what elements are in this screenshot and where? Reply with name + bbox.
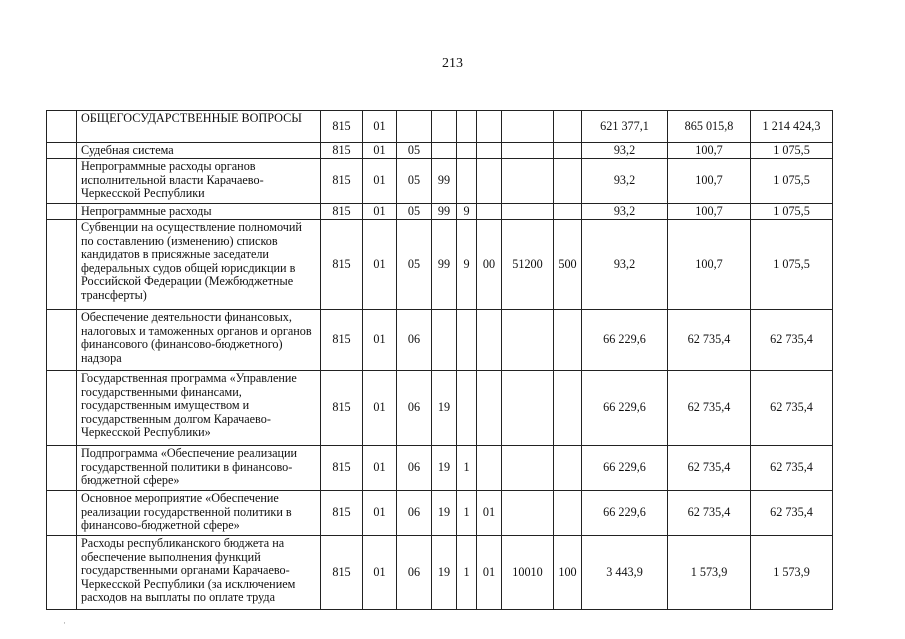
row-marker-cell xyxy=(47,446,77,491)
subsection-code: 06 xyxy=(397,536,432,610)
ved-code: 815 xyxy=(321,536,363,610)
target-subprogram-code: 1 xyxy=(457,491,477,536)
amount-year-3: 62 735,4 xyxy=(751,491,833,536)
target-direction-code xyxy=(502,111,554,143)
expense-type-code xyxy=(554,159,582,204)
row-marker-cell xyxy=(47,143,77,159)
row-name: Подпрограмма «Обеспечение реализации государственной политики в финансово-бюджетной сфере» xyxy=(77,446,321,491)
scan-speck: · xyxy=(63,618,66,628)
target-direction-code xyxy=(502,371,554,446)
subsection-code: 05 xyxy=(397,143,432,159)
section-code: 01 xyxy=(363,310,397,371)
amount-year-3: 1 214 424,3 xyxy=(751,111,833,143)
ved-code: 815 xyxy=(321,159,363,204)
target-event-code xyxy=(477,143,502,159)
ved-code: 815 xyxy=(321,220,363,310)
table-row xyxy=(47,220,833,310)
amount-year-3: 1 075,5 xyxy=(751,143,833,159)
amount-year-2: 100,7 xyxy=(668,143,751,159)
ved-code: 815 xyxy=(321,446,363,491)
section-code: 01 xyxy=(363,491,397,536)
row-marker-cell xyxy=(47,111,77,143)
target-event-code: 01 xyxy=(477,536,502,610)
section-code: 01 xyxy=(363,159,397,204)
ved-code: 815 xyxy=(321,204,363,220)
target-subprogram-code: 9 xyxy=(457,220,477,310)
page-number: 213 xyxy=(442,56,463,71)
table-row xyxy=(47,159,833,204)
amount-year-2: 1 573,9 xyxy=(668,536,751,610)
amount-year-3: 62 735,4 xyxy=(751,371,833,446)
target-program-code: 99 xyxy=(432,159,457,204)
subsection-code: 05 xyxy=(397,220,432,310)
target-subprogram-code: 9 xyxy=(457,204,477,220)
subsection-code: 06 xyxy=(397,446,432,491)
amount-year-2: 62 735,4 xyxy=(668,310,751,371)
target-event-code xyxy=(477,310,502,371)
target-subprogram-code xyxy=(457,159,477,204)
target-event-code: 01 xyxy=(477,491,502,536)
expense-type-code xyxy=(554,204,582,220)
target-direction-code: 10010 xyxy=(502,536,554,610)
target-direction-code xyxy=(502,143,554,159)
amount-year-3: 62 735,4 xyxy=(751,310,833,371)
ved-code: 815 xyxy=(321,491,363,536)
target-direction-code xyxy=(502,159,554,204)
section-code: 01 xyxy=(363,446,397,491)
target-subprogram-code: 1 xyxy=(457,536,477,610)
target-event-code xyxy=(477,159,502,204)
target-direction-code: 51200 xyxy=(502,220,554,310)
amount-year-2: 100,7 xyxy=(668,204,751,220)
row-name: ОБЩЕГОСУДАРСТВЕННЫЕ ВОПРОСЫ xyxy=(77,111,321,143)
expense-type-code xyxy=(554,491,582,536)
target-program-code xyxy=(432,310,457,371)
subsection-code xyxy=(397,111,432,143)
amount-year-3: 1 075,5 xyxy=(751,159,833,204)
amount-year-2: 100,7 xyxy=(668,159,751,204)
target-subprogram-code xyxy=(457,310,477,371)
amount-year-2: 865 015,8 xyxy=(668,111,751,143)
table-row xyxy=(47,491,833,536)
target-subprogram-code xyxy=(457,143,477,159)
table-row xyxy=(47,310,833,371)
row-name: Основное мероприятие «Обеспечение реализации государственной политики в финансово-бюджетной сфере» xyxy=(77,491,321,536)
amount-year-1: 621 377,1 xyxy=(582,111,668,143)
table-row xyxy=(47,536,833,610)
row-name: Судебная система xyxy=(77,143,321,159)
target-subprogram-code xyxy=(457,371,477,446)
row-name: Субвенции на осуществление полномочий по составлению (изменению) списков кандидатов в присяжные заседатели федеральных судов общей юрисдикции в Российской Федерации (Межбюджетные трансферты) xyxy=(77,220,321,310)
row-name: Непрограммные расходы xyxy=(77,204,321,220)
amount-year-2: 62 735,4 xyxy=(668,371,751,446)
amount-year-1: 93,2 xyxy=(582,204,668,220)
row-name: Непрограммные расходы органов исполнительной власти Карачаево-Черкесской Республики xyxy=(77,159,321,204)
table-row xyxy=(47,204,833,220)
row-marker-cell xyxy=(47,371,77,446)
ved-code: 815 xyxy=(321,310,363,371)
amount-year-1: 3 443,9 xyxy=(582,536,668,610)
row-marker-cell xyxy=(47,536,77,610)
amount-year-1: 93,2 xyxy=(582,143,668,159)
section-code: 01 xyxy=(363,111,397,143)
target-event-code xyxy=(477,446,502,491)
budget-table xyxy=(46,110,833,610)
expense-type-code: 500 xyxy=(554,220,582,310)
expense-type-code xyxy=(554,446,582,491)
subsection-code: 06 xyxy=(397,371,432,446)
row-marker-cell xyxy=(47,159,77,204)
amount-year-1: 66 229,6 xyxy=(582,446,668,491)
amount-year-3: 1 075,5 xyxy=(751,220,833,310)
amount-year-2: 62 735,4 xyxy=(668,491,751,536)
amount-year-3: 1 075,5 xyxy=(751,204,833,220)
target-program-code: 19 xyxy=(432,491,457,536)
row-name: Расходы республиканского бюджета на обеспечение выполнения функций государственными органами Карачаево-Черкесской Республики (за исключением расходов на выплаты по оплате труда xyxy=(77,536,321,610)
row-marker-cell xyxy=(47,204,77,220)
section-code: 01 xyxy=(363,143,397,159)
expense-type-code xyxy=(554,143,582,159)
section-code: 01 xyxy=(363,204,397,220)
amount-year-2: 100,7 xyxy=(668,220,751,310)
row-marker-cell xyxy=(47,220,77,310)
target-program-code: 19 xyxy=(432,371,457,446)
amount-year-3: 1 573,9 xyxy=(751,536,833,610)
ved-code: 815 xyxy=(321,143,363,159)
subsection-code: 05 xyxy=(397,204,432,220)
section-code: 01 xyxy=(363,371,397,446)
target-event-code: 00 xyxy=(477,220,502,310)
amount-year-2: 62 735,4 xyxy=(668,446,751,491)
amount-year-1: 93,2 xyxy=(582,159,668,204)
ved-code: 815 xyxy=(321,111,363,143)
amount-year-3: 62 735,4 xyxy=(751,446,833,491)
target-program-code: 19 xyxy=(432,536,457,610)
row-name: Обеспечение деятельности финансовых, налоговых и таможенных органов и органов финансового (финансово-бюджетного) надзора xyxy=(77,310,321,371)
expense-type-code xyxy=(554,111,582,143)
table-row xyxy=(47,446,833,491)
target-direction-code xyxy=(502,491,554,536)
target-subprogram-code: 1 xyxy=(457,446,477,491)
expense-type-code xyxy=(554,371,582,446)
subsection-code: 06 xyxy=(397,491,432,536)
target-direction-code xyxy=(502,204,554,220)
expense-type-code xyxy=(554,310,582,371)
section-code: 01 xyxy=(363,536,397,610)
target-program-code: 99 xyxy=(432,220,457,310)
amount-year-1: 66 229,6 xyxy=(582,310,668,371)
target-subprogram-code xyxy=(457,111,477,143)
expense-type-code: 100 xyxy=(554,536,582,610)
section-code: 01 xyxy=(363,220,397,310)
row-name: Государственная программа «Управление государственными финансами, государственным имуществом и государственным долгом Карачаево-Черкесской Республики» xyxy=(77,371,321,446)
amount-year-1: 93,2 xyxy=(582,220,668,310)
subsection-code: 06 xyxy=(397,310,432,371)
target-direction-code xyxy=(502,310,554,371)
row-marker-cell xyxy=(47,491,77,536)
target-event-code xyxy=(477,111,502,143)
target-program-code xyxy=(432,143,457,159)
row-marker-cell xyxy=(47,310,77,371)
target-program-code: 19 xyxy=(432,446,457,491)
target-event-code xyxy=(477,204,502,220)
target-direction-code xyxy=(502,446,554,491)
target-event-code xyxy=(477,371,502,446)
table-row xyxy=(47,111,833,143)
amount-year-1: 66 229,6 xyxy=(582,371,668,446)
ved-code: 815 xyxy=(321,371,363,446)
table-row xyxy=(47,371,833,446)
subsection-code: 05 xyxy=(397,159,432,204)
target-program-code xyxy=(432,111,457,143)
target-program-code: 99 xyxy=(432,204,457,220)
table-row xyxy=(47,143,833,159)
amount-year-1: 66 229,6 xyxy=(582,491,668,536)
